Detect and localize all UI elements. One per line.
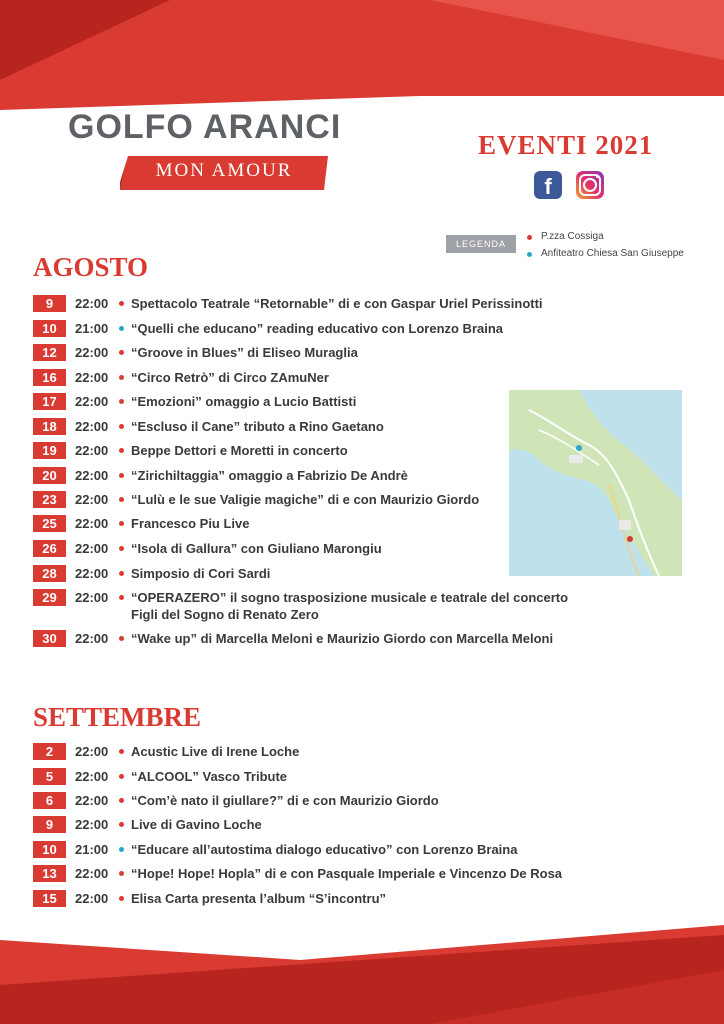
event-time: 22:00 xyxy=(75,769,109,784)
event-description: Elisa Carta presenta l’album “S’incontru” xyxy=(131,891,387,906)
event-day-badge: 12 xyxy=(33,344,66,361)
legend-label: LEGENDA xyxy=(446,235,516,253)
events-title: EVENTI 2021 xyxy=(478,130,654,160)
event-description: “Lulù e le sue Valigie magiche” di e con Maurizio Giordo xyxy=(131,492,480,507)
event-day-badge: 5 xyxy=(33,768,66,785)
venue-dot xyxy=(119,847,124,852)
venue-dot xyxy=(119,521,124,526)
venue-dot xyxy=(119,636,124,641)
instagram-icon[interactable] xyxy=(576,171,604,199)
event-time: 21:00 xyxy=(75,321,109,336)
event-time: 22:00 xyxy=(75,370,109,385)
venue-dot xyxy=(119,571,124,576)
event-description: “Educare all’autostima dialogo educativo” con Lorenzo Braina xyxy=(131,842,518,857)
event-day-badge: 19 xyxy=(33,442,66,459)
event-description: Francesco Piu Live xyxy=(131,516,250,531)
venue-dot xyxy=(119,774,124,779)
event-time: 22:00 xyxy=(75,631,109,646)
month-heading-settembre: SETTEMBRE xyxy=(33,702,202,732)
event-day-badge: 15 xyxy=(33,890,66,907)
facebook-icon[interactable]: f xyxy=(534,171,562,199)
event-time: 22:00 xyxy=(75,419,109,434)
event-description: “Quelli che educano” reading educativo con Lorenzo Braina xyxy=(131,321,504,336)
event-time: 22:00 xyxy=(75,541,109,556)
event-time: 22:00 xyxy=(75,817,109,832)
event-time: 22:00 xyxy=(75,516,109,531)
event-day-badge: 23 xyxy=(33,491,66,508)
event-description: “Groove in Blues” di Eliseo Muraglia xyxy=(131,345,358,360)
month-heading-agosto: AGOSTO xyxy=(33,252,149,282)
event-description: “Emozioni” omaggio a Lucio Battisti xyxy=(131,394,357,409)
legend-dot-blue xyxy=(527,252,532,257)
venue-dot xyxy=(119,871,124,876)
venue-dot xyxy=(119,896,124,901)
legend-item-red: P.zza Cossiga xyxy=(541,231,604,242)
event-description: “ALCOOL” Vasco Tribute xyxy=(131,769,288,784)
event-day-badge: 17 xyxy=(33,393,66,410)
event-description: Live di Gavino Loche xyxy=(131,817,262,832)
event-day-badge: 13 xyxy=(33,865,66,882)
venue-dot xyxy=(119,822,124,827)
venue-dot xyxy=(119,326,124,331)
legend-item-blue: Anfiteatro Chiesa San Giuseppe xyxy=(541,248,684,259)
event-description: Simposio di Cori Sardi xyxy=(131,566,271,581)
venue-dot xyxy=(119,749,124,754)
venue-dot xyxy=(119,301,124,306)
event-day-badge: 18 xyxy=(33,418,66,435)
event-time: 21:00 xyxy=(75,842,109,857)
event-day-badge: 20 xyxy=(33,467,66,484)
event-time: 22:00 xyxy=(75,866,109,881)
event-day-badge: 2 xyxy=(33,743,66,760)
venue-dot xyxy=(119,424,124,429)
event-time: 22:00 xyxy=(75,296,109,311)
venue-dot xyxy=(119,399,124,404)
event-time: 22:00 xyxy=(75,744,109,759)
page-title: GOLFO ARANCI xyxy=(68,108,342,146)
event-time: 22:00 xyxy=(75,891,109,906)
event-description: “Wake up” di Marcella Meloni e Maurizio Giordo con Marcella Meloni xyxy=(131,631,554,646)
event-day-badge: 26 xyxy=(33,540,66,557)
venue-dot xyxy=(119,350,124,355)
event-time: 22:00 xyxy=(75,566,109,581)
event-time: 22:00 xyxy=(75,468,109,483)
event-description: “Circo Retrò” di Circo ZAmuNer xyxy=(131,370,329,385)
event-description: “Zirichiltaggia” omaggio a Fabrizio De Andrè xyxy=(131,468,408,483)
page-subtitle: MON AMOUR xyxy=(155,160,293,181)
venue-dot xyxy=(119,448,124,453)
event-description: Beppe Dettori e Moretti in concerto xyxy=(131,443,348,458)
event-time: 22:00 xyxy=(75,793,109,808)
event-description: “Com’è nato il giullare?” di e con Maurizio Giordo xyxy=(131,793,439,808)
venue-dot xyxy=(119,473,124,478)
event-description: “Escluso il Cane” tributo a Rino Gaetano xyxy=(131,419,384,434)
event-day-badge: 25 xyxy=(33,515,66,532)
event-day-badge: 9 xyxy=(33,295,66,312)
event-day-badge: 6 xyxy=(33,792,66,809)
venue-dot xyxy=(119,497,124,502)
venue-dot xyxy=(119,595,124,600)
event-day-badge: 10 xyxy=(33,841,66,858)
legend-dot-red xyxy=(527,235,532,240)
event-time: 22:00 xyxy=(75,492,109,507)
event-time: 22:00 xyxy=(75,394,109,409)
event-description: Acustic Live di Irene Loche xyxy=(131,744,300,759)
venue-dot xyxy=(119,375,124,380)
venue-dot xyxy=(119,546,124,551)
event-day-badge: 9 xyxy=(33,816,66,833)
event-description: “Isola di Gallura” con Giuliano Marongiu xyxy=(131,541,382,556)
event-day-badge: 16 xyxy=(33,369,66,386)
event-day-badge: 10 xyxy=(33,320,66,337)
venue-dot xyxy=(119,798,124,803)
event-time: 22:00 xyxy=(75,443,109,458)
event-day-badge: 30 xyxy=(33,630,66,647)
event-description: Spettacolo Teatrale “Retornable” di e con Gaspar Uriel Perissinotti xyxy=(131,296,543,311)
event-day-badge: 28 xyxy=(33,565,66,582)
event-description: “OPERAZERO” il sogno trasposizione musicale e teatrale del concerto xyxy=(131,590,569,605)
event-time: 22:00 xyxy=(75,590,109,605)
location-map xyxy=(509,390,682,576)
event-description: “Hope! Hope! Hopla” di e con Pasquale Imperiale e Vincenzo De Rosa xyxy=(131,866,563,881)
event-description-line2: Figli del Sogno di Renato Zero xyxy=(131,607,319,622)
event-day-badge: 29 xyxy=(33,589,66,606)
event-time: 22:00 xyxy=(75,345,109,360)
